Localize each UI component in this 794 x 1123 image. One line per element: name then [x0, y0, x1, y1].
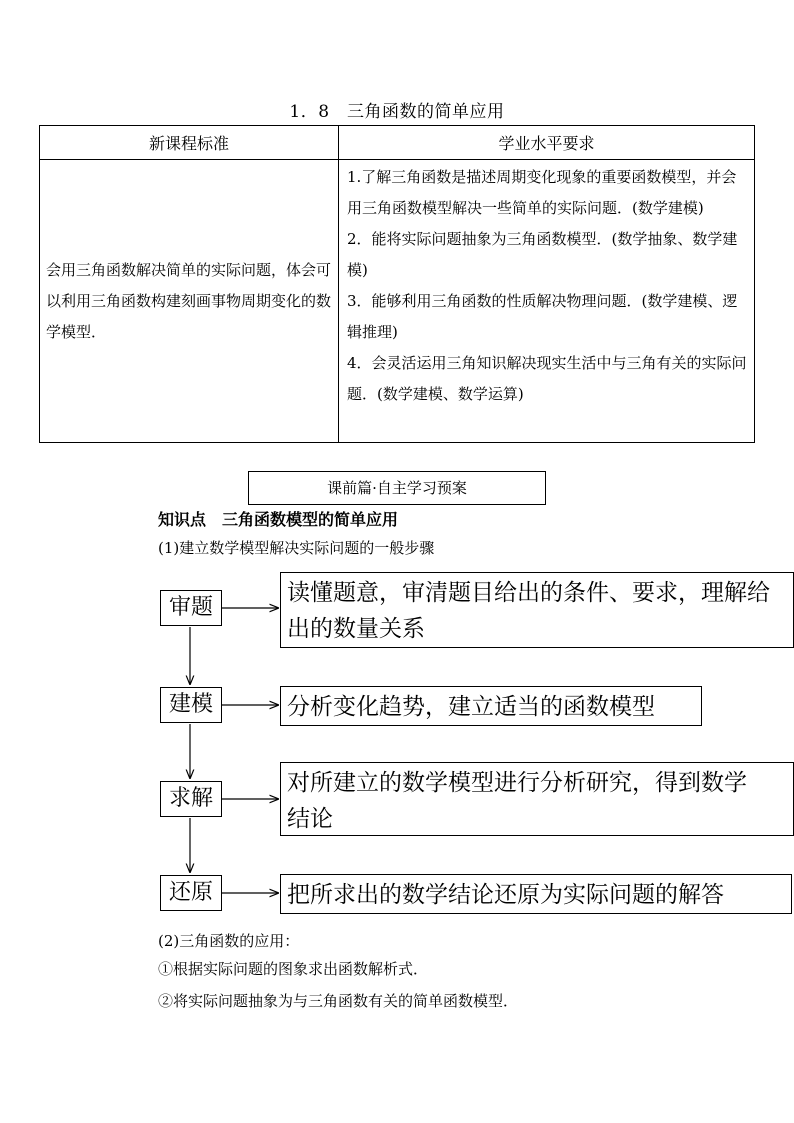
step-restore-box: 还原: [160, 875, 222, 911]
table-row: [40, 160, 755, 443]
desc-line: 结论: [287, 806, 333, 832]
step-solve-desc: [280, 762, 794, 836]
application-item: ①根据实际问题的图象求出函数解析式．: [158, 960, 429, 978]
requirement-item: 4．会灵活运用三角知识解决现实生活中与三角有关的实际问题．(数学建模、数学运算): [347, 354, 747, 403]
page-title: 1．8 三角函数的简单应用: [289, 102, 505, 122]
requirement-item: 1.了解三角函数是描述周期变化现象的重要函数模型，并会用三角函数模型解决一些简单的实际问题．(数学建模): [347, 168, 737, 217]
section-label: 课前篇·自主学习预案: [248, 471, 546, 505]
steps-subheading: (1)建立数学模型解决实际问题的一般步骤: [158, 539, 435, 557]
requirements-cell: [339, 160, 755, 443]
requirement-item: 2．能将实际问题抽象为三角函数模型．(数学抽象、数学建模): [347, 230, 738, 279]
table-header-row: [40, 126, 755, 160]
standard-cell: 会用三角函数解决简单的实际问题，体会可以利用三角函数构建刻画事物周期变化的数学模型．: [40, 160, 339, 443]
step-restore-desc: [280, 874, 792, 914]
step-model-desc: [280, 686, 702, 726]
step-review-desc: [280, 572, 794, 648]
knowledge-point-heading: 知识点 三角函数模型的简单应用: [158, 510, 399, 529]
desc-line: 出的数量关系: [287, 616, 425, 642]
desc-line: 对所建立的数学模型进行分析研究，得到数学: [287, 770, 747, 796]
applications-heading: (2)三角函数的应用：: [158, 932, 300, 950]
step-solve-box: 求解: [160, 781, 222, 817]
application-item: ②将实际问题抽象为与三角函数有关的简单函数模型．: [158, 992, 519, 1010]
step-model-box: 建模: [160, 687, 222, 723]
step-review-box: 审题: [160, 590, 222, 626]
requirement-item: 3．能够利用三角函数的性质解决物理问题．(数学建模、逻辑推理): [347, 292, 738, 341]
desc-line: 读懂题意，审清题目给出的条件、要求，理解给: [287, 580, 770, 606]
table-header-requirements: 学业水平要求: [339, 126, 755, 160]
desc-line: 把所求出的数学结论还原为实际问题的解答: [287, 882, 724, 908]
curriculum-table: [39, 125, 755, 443]
desc-line: 分析变化趋势，建立适当的函数模型: [287, 694, 655, 720]
table-header-standard: 新课程标准: [40, 126, 339, 160]
